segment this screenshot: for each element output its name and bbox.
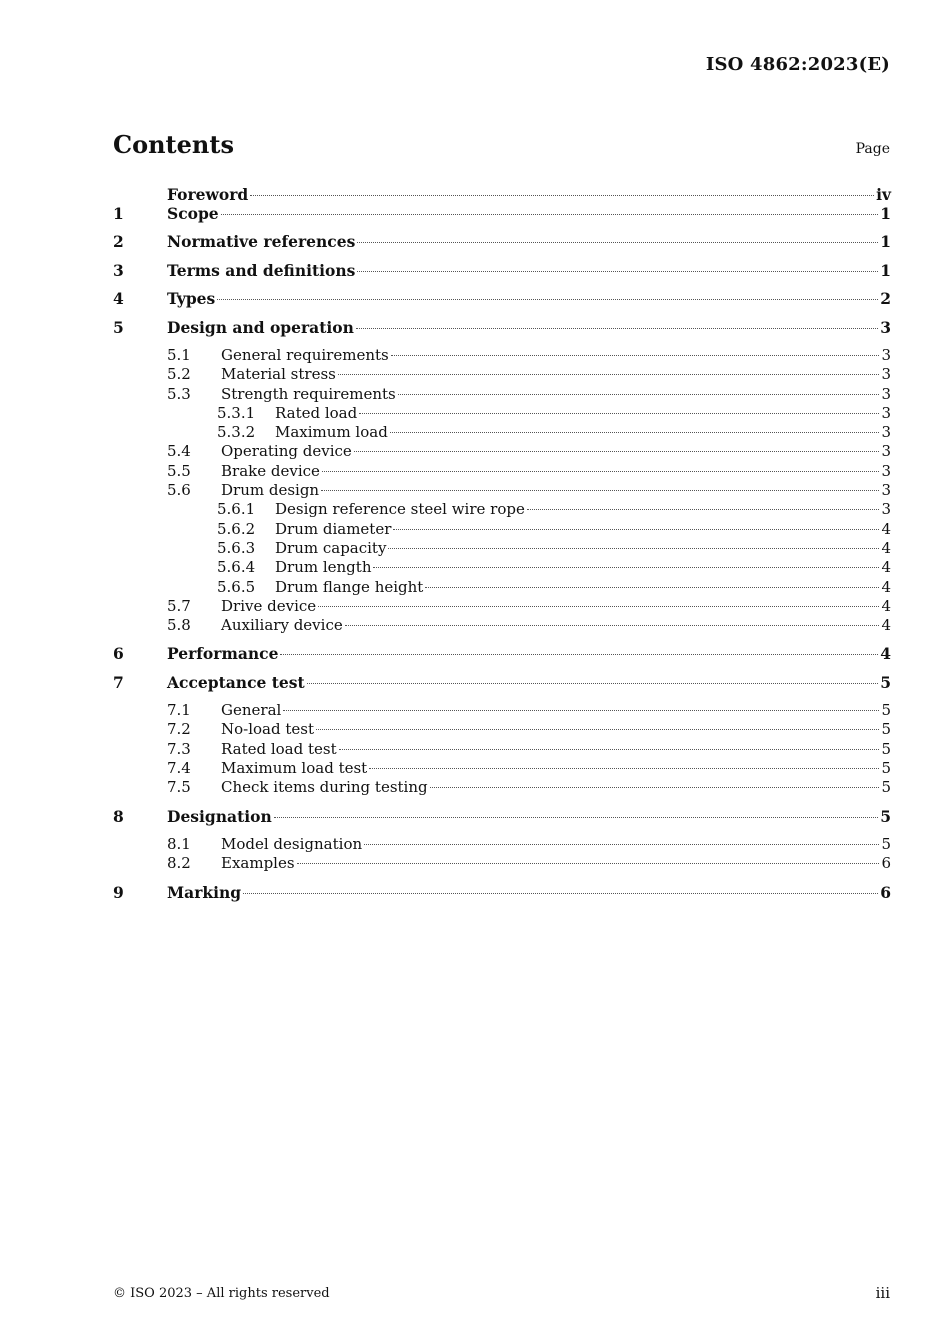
toc-dot-leader bbox=[357, 271, 878, 272]
toc-entry-title[interactable]: Terms and definitions bbox=[167, 260, 356, 280]
toc-dot-leader bbox=[297, 863, 880, 864]
toc-dot-leader bbox=[425, 587, 879, 588]
toc-entry-page: 6 bbox=[880, 882, 891, 902]
toc-entry[interactable] bbox=[113, 759, 891, 778]
toc-entry-title[interactable]: Design reference steel wire rope bbox=[275, 500, 525, 519]
toc-entry[interactable] bbox=[113, 673, 891, 701]
toc-entry-title[interactable]: Maximum load test bbox=[221, 759, 368, 778]
toc-entry-number: 5.6.3 bbox=[217, 538, 256, 557]
page-column-label: Page bbox=[855, 141, 890, 157]
toc-entry[interactable] bbox=[113, 500, 891, 519]
toc-entry-page: 5 bbox=[881, 701, 891, 720]
toc-entry-number: 4 bbox=[113, 289, 124, 309]
toc-entry-page: 3 bbox=[881, 442, 891, 461]
toc-entry[interactable] bbox=[113, 404, 891, 423]
toc-dot-leader bbox=[373, 567, 879, 568]
toc-entry-page: 5 bbox=[881, 739, 891, 758]
toc-entry-title[interactable]: Check items during testing bbox=[221, 778, 428, 797]
toc-entry-title[interactable]: Maximum load bbox=[275, 423, 388, 442]
toc-entry-title[interactable]: Material stress bbox=[221, 365, 336, 384]
toc-entry-number: 5.6.1 bbox=[217, 500, 256, 519]
toc-entry-title[interactable]: Types bbox=[167, 289, 216, 309]
toc-entry-title[interactable]: Drum capacity bbox=[275, 538, 387, 557]
toc-entry-title[interactable]: Normative references bbox=[167, 232, 356, 252]
toc-entry[interactable] bbox=[113, 481, 891, 500]
toc-entry-page: 4 bbox=[881, 538, 891, 557]
toc-entry-title[interactable]: Strength requirements bbox=[221, 384, 396, 403]
toc-entry[interactable] bbox=[113, 578, 891, 597]
toc-entry[interactable] bbox=[113, 701, 891, 720]
document-id-header: ISO 4862:2023(E) bbox=[705, 54, 890, 75]
toc-entry-title[interactable]: Examples bbox=[221, 854, 295, 873]
toc-dot-leader bbox=[316, 729, 879, 730]
toc-entry[interactable] bbox=[113, 261, 891, 289]
toc-entry-page: 3 bbox=[880, 317, 891, 337]
toc-entry-page: 4 bbox=[881, 596, 891, 615]
contents-heading: Contents bbox=[113, 130, 234, 159]
toc-entry[interactable] bbox=[113, 558, 891, 577]
toc-dot-leader bbox=[338, 374, 880, 375]
toc-entry[interactable] bbox=[113, 520, 891, 539]
toc-entry-title[interactable]: Foreword bbox=[167, 185, 249, 204]
toc-entry-title[interactable]: Scope bbox=[167, 204, 219, 223]
toc-entry-page: 4 bbox=[881, 616, 891, 635]
toc-entry-number: 5.7 bbox=[167, 596, 191, 615]
toc-entry[interactable] bbox=[113, 232, 891, 260]
toc-entry[interactable] bbox=[113, 616, 891, 635]
toc-entry[interactable] bbox=[113, 597, 891, 616]
toc-entry[interactable] bbox=[113, 720, 891, 739]
toc-entry[interactable] bbox=[113, 854, 891, 873]
toc-dot-leader bbox=[318, 606, 879, 607]
toc-entry-number: 5.6.2 bbox=[217, 519, 256, 538]
toc-entry-number: 5.6.4 bbox=[217, 558, 256, 577]
toc-dot-leader bbox=[250, 195, 874, 196]
toc-entry-page: 5 bbox=[880, 806, 891, 826]
toc-entry-page: 4 bbox=[880, 644, 891, 664]
toc-entry-page: 3 bbox=[881, 500, 891, 519]
toc-dot-leader bbox=[430, 787, 880, 788]
toc-entry-page: 5 bbox=[881, 778, 891, 797]
toc-entry-number: 5.1 bbox=[167, 345, 191, 364]
toc-entry-title[interactable]: Performance bbox=[167, 644, 279, 664]
toc-entry-number: 2 bbox=[113, 232, 124, 252]
toc-entry-number: 5.5 bbox=[167, 461, 191, 480]
toc-entry-page: 4 bbox=[881, 577, 891, 596]
toc-entry-page: 3 bbox=[881, 423, 891, 442]
toc-entry-title[interactable]: General bbox=[221, 701, 282, 720]
toc-entry-number: 5.8 bbox=[167, 616, 191, 635]
toc-entry-number: 3 bbox=[113, 260, 124, 280]
toc-entry-number: 7.4 bbox=[167, 759, 191, 778]
toc-entry[interactable] bbox=[113, 346, 891, 365]
toc-entry-title[interactable]: Brake device bbox=[221, 461, 320, 480]
toc-dot-leader bbox=[307, 683, 879, 684]
toc-entry-page: 5 bbox=[881, 835, 891, 854]
toc-entry-title[interactable]: Drum diameter bbox=[275, 519, 392, 538]
toc-entry-number: 7.2 bbox=[167, 720, 191, 739]
toc-entry-title[interactable]: Operating device bbox=[221, 442, 352, 461]
toc-entry-number: 7.1 bbox=[167, 701, 191, 720]
toc-entry-number: 5.6.5 bbox=[217, 577, 256, 596]
toc-dot-leader bbox=[283, 710, 879, 711]
toc-dot-leader bbox=[393, 529, 879, 530]
toc-entry-page: 3 bbox=[881, 461, 891, 480]
toc-entry[interactable] bbox=[113, 289, 891, 317]
toc-dot-leader bbox=[339, 749, 880, 750]
toc-entry[interactable] bbox=[113, 644, 891, 672]
toc-entry-title[interactable]: Acceptance test bbox=[167, 672, 305, 692]
toc-entry-number: 8 bbox=[113, 806, 124, 826]
toc-entry-number: 8.2 bbox=[167, 854, 191, 873]
toc-dot-leader bbox=[217, 299, 878, 300]
toc-entry-page: 1 bbox=[880, 204, 891, 223]
toc-dot-leader bbox=[322, 471, 880, 472]
toc-entry-title[interactable]: Drive device bbox=[221, 596, 317, 615]
toc-entry-page: 1 bbox=[880, 232, 891, 252]
toc-entry-title[interactable]: Model designation bbox=[221, 835, 363, 854]
toc-entry-page: 3 bbox=[881, 481, 891, 500]
toc-dot-leader bbox=[391, 355, 880, 356]
toc-dot-leader bbox=[274, 817, 878, 818]
toc-dot-leader bbox=[388, 548, 879, 549]
toc-dot-leader bbox=[369, 768, 879, 769]
toc-entry-number: 6 bbox=[113, 644, 124, 664]
toc-dot-leader bbox=[359, 413, 879, 414]
toc-entry-number: 9 bbox=[113, 882, 124, 902]
toc-entry-page: 4 bbox=[881, 519, 891, 538]
toc-entry-number: 5.6 bbox=[167, 481, 191, 500]
toc-dot-leader bbox=[527, 509, 880, 510]
toc-entry-number: 7.5 bbox=[167, 778, 191, 797]
toc-entry-title[interactable]: Drum flange height bbox=[275, 577, 424, 596]
toc-entry-page: 2 bbox=[880, 289, 891, 309]
toc-entry-page: 1 bbox=[880, 260, 891, 280]
toc-entry[interactable] bbox=[113, 539, 891, 558]
toc-dot-leader bbox=[321, 490, 879, 491]
toc-dot-leader bbox=[364, 844, 879, 845]
toc-entry-number: 5.3.2 bbox=[217, 423, 256, 442]
toc-dot-leader bbox=[243, 893, 878, 894]
toc-entry-title[interactable]: Drum length bbox=[275, 558, 372, 577]
toc-entry-page: 3 bbox=[881, 384, 891, 403]
toc-entry[interactable] bbox=[113, 365, 891, 384]
toc-entry-title[interactable]: Design and operation bbox=[167, 317, 354, 337]
toc-entry-title[interactable]: Rated load bbox=[275, 403, 358, 422]
toc-entry-number: 5.2 bbox=[167, 365, 191, 384]
toc-dot-leader bbox=[356, 328, 878, 329]
toc-entry[interactable] bbox=[113, 318, 891, 346]
toc-entry-page: 3 bbox=[881, 345, 891, 364]
toc-entry[interactable] bbox=[113, 185, 891, 204]
toc-entry[interactable] bbox=[113, 423, 891, 442]
toc-entry-title[interactable]: Marking bbox=[167, 882, 242, 902]
table-of-contents bbox=[113, 185, 891, 911]
toc-entry[interactable] bbox=[113, 807, 891, 835]
toc-entry[interactable] bbox=[113, 778, 891, 797]
toc-entry-number: 5.3.1 bbox=[217, 403, 256, 422]
toc-dot-leader bbox=[221, 214, 879, 215]
toc-dot-leader bbox=[280, 654, 878, 655]
toc-entry-number: 5 bbox=[113, 317, 124, 337]
toc-entry-page: 5 bbox=[881, 759, 891, 778]
toc-entry-page: 5 bbox=[880, 672, 891, 692]
toc-entry-title[interactable]: General requirements bbox=[221, 345, 389, 364]
toc-dot-leader bbox=[345, 625, 880, 626]
toc-entry-title[interactable]: Auxiliary device bbox=[221, 616, 343, 635]
toc-entry-number: 7.3 bbox=[167, 739, 191, 758]
page-number: iii bbox=[875, 1284, 890, 1302]
toc-entry[interactable] bbox=[113, 835, 891, 854]
toc-entry-number: 1 bbox=[113, 204, 124, 223]
toc-entry-page: iv bbox=[876, 185, 891, 204]
toc-entry-number: 5.3 bbox=[167, 384, 191, 403]
toc-entry-page: 4 bbox=[881, 558, 891, 577]
toc-entry-number: 7 bbox=[113, 672, 124, 692]
toc-entry-title[interactable]: Rated load test bbox=[221, 739, 337, 758]
toc-entry[interactable] bbox=[113, 442, 891, 461]
toc-entry[interactable] bbox=[113, 204, 891, 232]
toc-entry-title[interactable]: Designation bbox=[167, 806, 272, 826]
toc-entry[interactable] bbox=[113, 740, 891, 759]
toc-entry-page: 3 bbox=[881, 365, 891, 384]
toc-dot-leader bbox=[398, 394, 880, 395]
toc-entry[interactable] bbox=[113, 462, 891, 481]
toc-entry-title[interactable]: No-load test bbox=[221, 720, 314, 739]
toc-entry-title[interactable]: Drum design bbox=[221, 481, 320, 500]
toc-entry-page: 3 bbox=[881, 403, 891, 422]
copyright-footer: © ISO 2023 – All rights reserved bbox=[113, 1286, 330, 1301]
toc-entry-page: 6 bbox=[881, 854, 891, 873]
toc-entry-page: 5 bbox=[881, 720, 891, 739]
toc-entry-number: 5.4 bbox=[167, 442, 191, 461]
toc-dot-leader bbox=[354, 451, 880, 452]
toc-dot-leader bbox=[357, 242, 878, 243]
toc-dot-leader bbox=[390, 432, 880, 433]
toc-entry-number: 8.1 bbox=[167, 835, 191, 854]
toc-entry[interactable] bbox=[113, 385, 891, 404]
toc-entry[interactable] bbox=[113, 883, 891, 911]
